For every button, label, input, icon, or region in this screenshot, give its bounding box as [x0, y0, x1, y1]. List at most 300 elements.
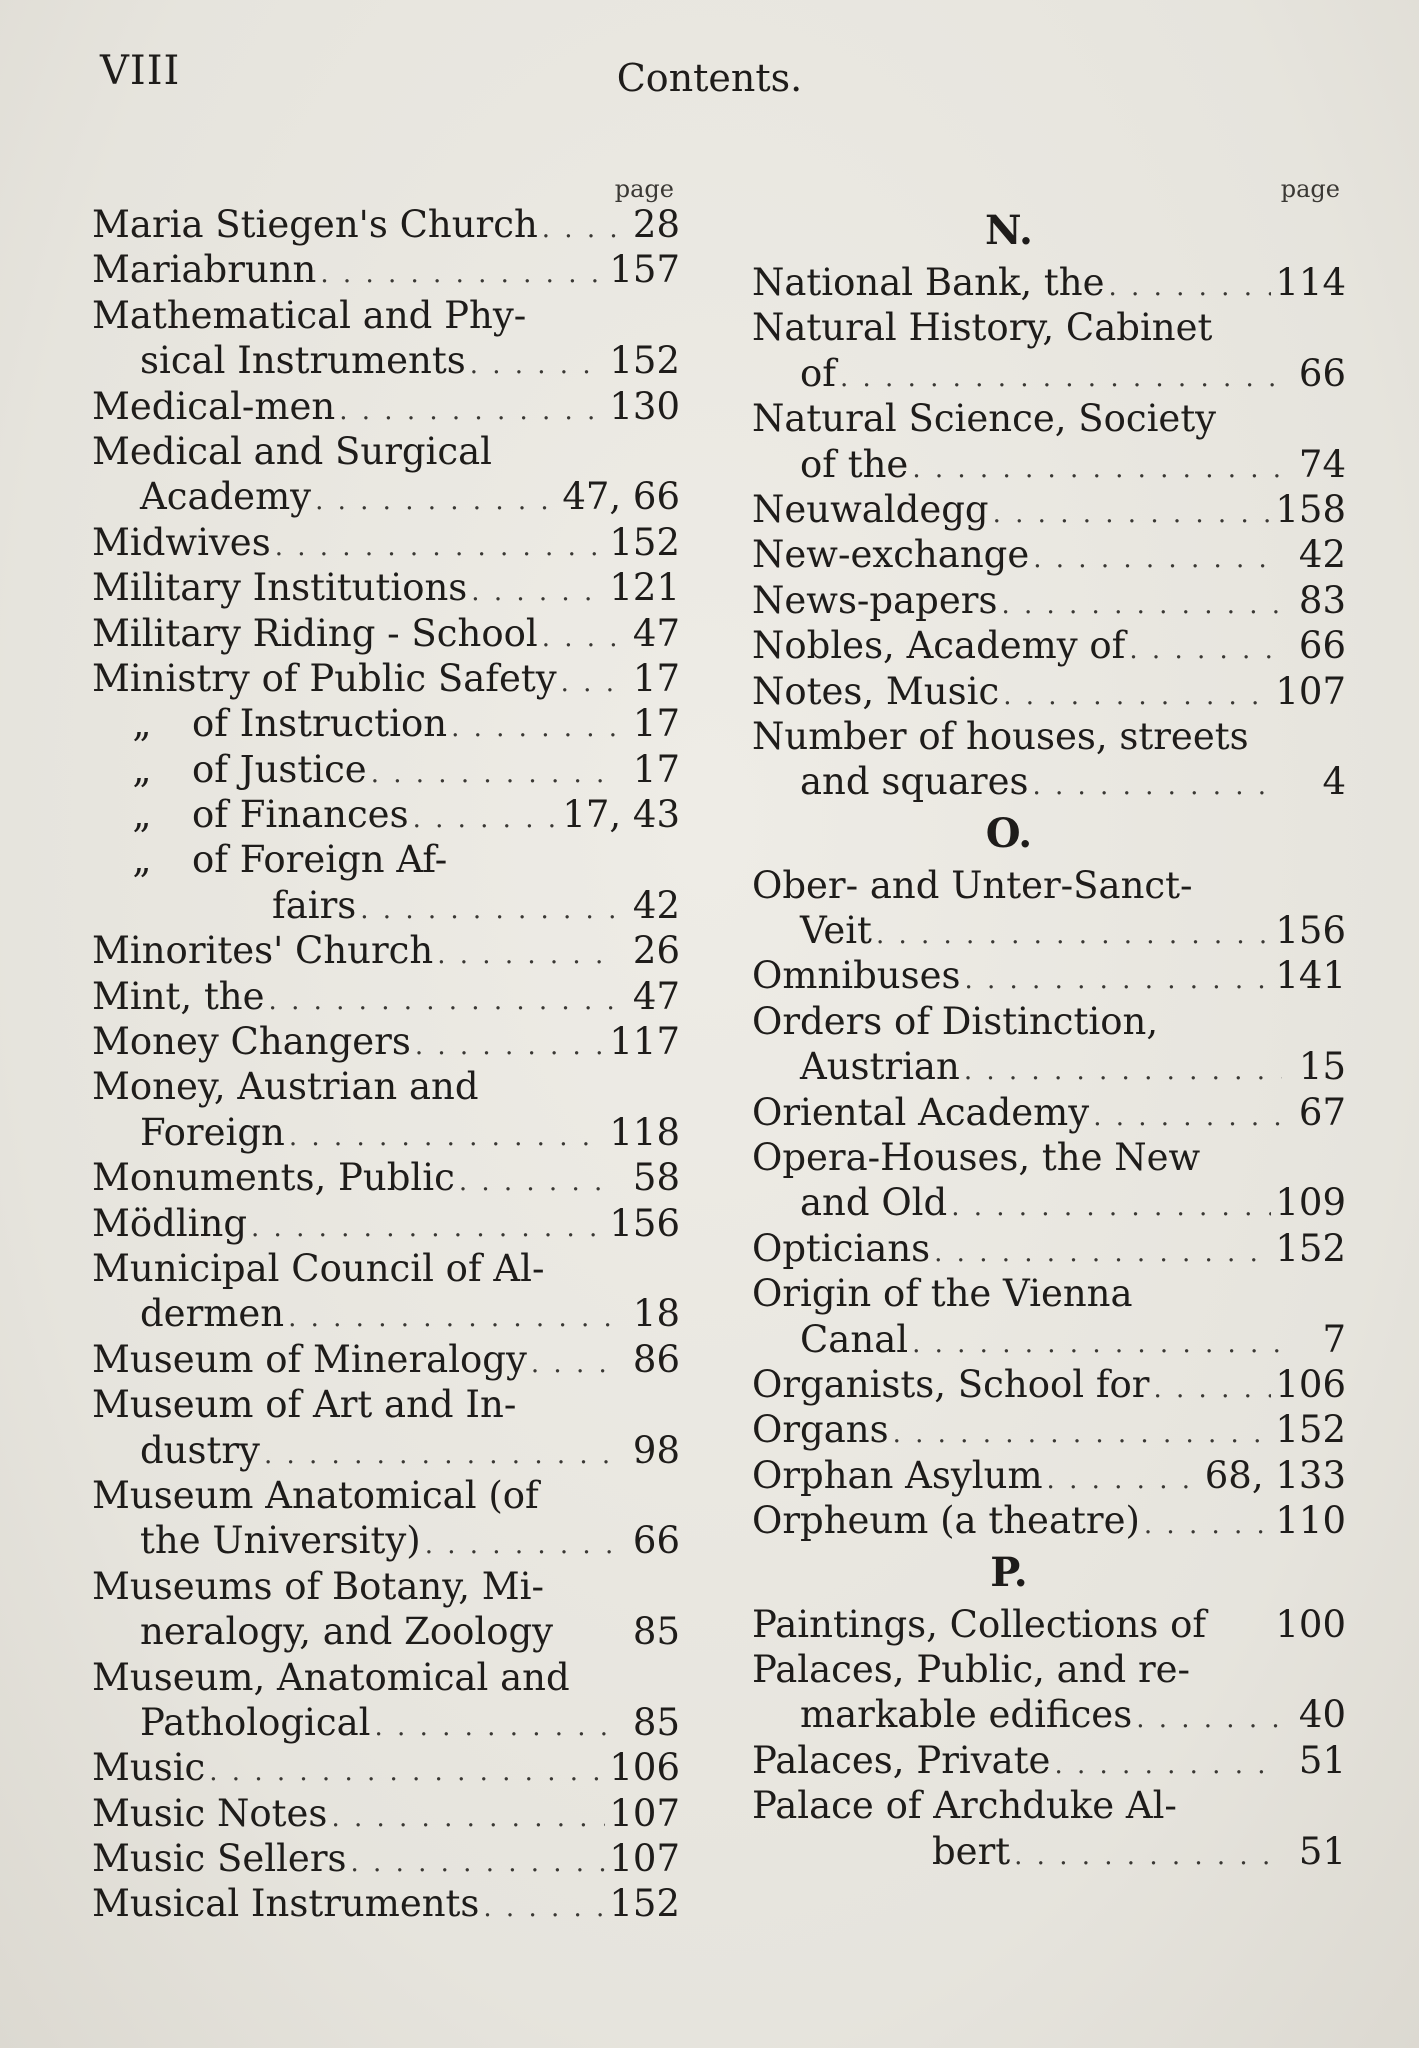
entry-label: Medical and Surgical — [92, 429, 493, 473]
entry-label: of Finances — [192, 793, 409, 837]
leader-dots — [320, 252, 605, 297]
entry-label: Pathological — [140, 1700, 371, 1744]
entry-label: Museum Anatomical (of — [92, 1473, 539, 1517]
page-number: 26 — [632, 929, 680, 973]
page-number: 152 — [609, 339, 680, 383]
index-entry — [752, 1738, 1346, 1783]
entry-text — [92, 1110, 285, 1155]
entry-label: Mödling — [92, 1201, 248, 1245]
entry-text — [92, 338, 466, 383]
entry-text — [92, 883, 356, 928]
entry-label: Austrian — [800, 1045, 960, 1089]
entry-label: Natural Science, Society — [752, 397, 1217, 441]
entry-label: Paintings, Collections of — [752, 1602, 1207, 1646]
leader-dots — [471, 570, 605, 615]
entry-text — [752, 1317, 908, 1362]
entry-label: Orpheum (a theatre) — [752, 1499, 1140, 1543]
entry-label: National Bank, the — [752, 261, 1105, 304]
entry-label: Museum, Anatomical and — [92, 1655, 570, 1699]
section-letter: O. — [985, 809, 1033, 857]
index-entry — [752, 1783, 1346, 1828]
page-number: 74 — [1298, 442, 1346, 486]
index-entry — [92, 384, 680, 429]
page-number: 47 — [632, 611, 680, 655]
page-number: 85 — [632, 1700, 680, 1744]
leader-dots — [1136, 1697, 1282, 1742]
leader-dots — [964, 1049, 1282, 1094]
ditto-mark: „ — [132, 838, 152, 882]
index-entry — [92, 1564, 680, 1609]
entry-text — [752, 1453, 1043, 1498]
page-number: 152 — [1275, 1226, 1346, 1270]
index-entry — [752, 1498, 1346, 1543]
entry-text — [92, 974, 265, 1019]
page-number: 158 — [1275, 487, 1346, 531]
index-entry — [92, 1019, 680, 1064]
entry-text — [92, 1836, 347, 1881]
entry-text — [752, 1271, 1133, 1316]
entry-label: Music Sellers — [92, 1837, 347, 1881]
entry-label: Opticians — [752, 1226, 931, 1270]
leader-dots — [951, 1185, 1271, 1230]
entry-text — [92, 1473, 539, 1518]
page-header — [0, 48, 1419, 108]
index-entry — [92, 1836, 680, 1881]
index-entry — [752, 1226, 1346, 1271]
index-entry — [752, 623, 1346, 668]
index-entry — [92, 1155, 680, 1200]
leader-dots — [542, 616, 616, 661]
leader-dots — [1093, 1095, 1282, 1140]
page-number: 107 — [609, 1837, 680, 1881]
index-entry — [752, 1271, 1346, 1316]
entry-text — [752, 1783, 1177, 1828]
page-number: 18 — [632, 1292, 680, 1336]
index-entry — [92, 429, 680, 474]
entry-label: fairs — [272, 883, 357, 927]
entry-text — [92, 747, 367, 792]
entry-label: Organists, School for — [752, 1362, 1150, 1406]
entry-text — [92, 247, 316, 292]
page-number: 152 — [609, 1882, 680, 1926]
entry-label: Origin of the Vienna — [752, 1272, 1133, 1316]
entry-text — [92, 701, 447, 746]
leader-dots — [1154, 1367, 1272, 1412]
page-number: 66 — [1298, 624, 1346, 668]
page-number: 7 — [1322, 1317, 1346, 1361]
index-entry — [92, 701, 680, 746]
entry-label: Omnibuses — [752, 954, 961, 998]
index-entry — [92, 1110, 680, 1155]
index-entry — [752, 578, 1346, 623]
leader-dots — [912, 447, 1282, 492]
index-entry — [752, 1044, 1346, 1089]
entry-text — [92, 1019, 411, 1064]
index-entry — [752, 1090, 1346, 1135]
entry-text — [752, 1498, 1140, 1543]
entry-text — [752, 1829, 1010, 1874]
leader-dots — [542, 207, 616, 252]
entry-text — [752, 1647, 1190, 1692]
entry-label: Canal — [800, 1317, 909, 1361]
entry-text — [92, 202, 538, 247]
index-entry — [92, 747, 680, 792]
entry-label: Neuwaldegg — [752, 487, 989, 531]
leader-dots — [531, 1342, 616, 1387]
page-number: 17 — [632, 656, 680, 700]
entry-label: Military Riding - School — [92, 611, 538, 655]
leader-dots — [1129, 628, 1282, 673]
page-number: 15 — [1298, 1045, 1346, 1089]
entry-text — [752, 669, 999, 714]
index-entry — [92, 1609, 680, 1654]
index-entry — [92, 1382, 680, 1427]
entry-text — [752, 1044, 960, 1089]
entry-label: Oriental Academy — [752, 1090, 1090, 1134]
entry-label: Foreign — [140, 1110, 285, 1154]
index-entry — [752, 863, 1346, 908]
leader-dots — [964, 958, 1271, 1003]
entry-label: Number of houses, streets — [752, 714, 1249, 758]
leader-dots — [371, 752, 616, 797]
entry-label: and squares — [800, 760, 1029, 804]
page-number: 42 — [632, 883, 680, 927]
index-entry — [92, 520, 680, 565]
entry-label: Organs — [752, 1408, 889, 1452]
page-number: 152 — [1275, 1408, 1346, 1452]
entry-label: Academy — [140, 475, 312, 519]
index-entry — [92, 1881, 680, 1926]
entry-label: Medical-men — [92, 384, 336, 428]
entry-label: Opera-Houses, the New — [752, 1136, 1201, 1180]
leader-dots — [264, 1433, 616, 1478]
entry-text — [752, 1692, 1132, 1737]
page-number: 152 — [609, 520, 680, 564]
entry-label: New-exchange — [752, 533, 1030, 577]
entry-text — [92, 474, 311, 519]
entry-label: Music Notes — [92, 1791, 328, 1835]
page-number: 121 — [609, 566, 680, 610]
index-entry — [752, 1829, 1346, 1874]
entry-text — [92, 1291, 284, 1336]
entry-text — [92, 1337, 527, 1382]
index-entry — [752, 669, 1346, 714]
leader-dots — [331, 1796, 605, 1841]
entry-label: of Justice — [192, 747, 367, 791]
entry-label: and Old — [800, 1181, 948, 1225]
index-entries-left — [92, 202, 680, 1927]
index-entry — [92, 1428, 680, 1473]
index-entry — [92, 1473, 680, 1518]
leader-dots — [483, 1886, 605, 1931]
entry-label: markable edifices — [800, 1693, 1133, 1737]
index-entry — [752, 1602, 1346, 1647]
leader-dots — [1054, 1743, 1282, 1788]
index-entry — [752, 260, 1346, 305]
section-letter: N. — [985, 207, 1033, 254]
page-number: 106 — [1275, 1362, 1346, 1406]
index-entry — [92, 293, 680, 338]
page-number: 130 — [609, 384, 680, 428]
entry-text — [92, 1791, 327, 1836]
index-column-left — [92, 176, 680, 1927]
entry-label: Music — [92, 1746, 206, 1790]
entry-label: Midwives — [92, 520, 271, 564]
entry-label: neralogy, and Zoology — [140, 1610, 554, 1654]
entry-text — [752, 1135, 1200, 1180]
entry-text — [92, 1564, 544, 1609]
entry-label: Veit — [800, 909, 872, 953]
page-number: 109 — [1275, 1181, 1346, 1225]
index-entry — [92, 1201, 680, 1246]
leader-dots — [876, 913, 1271, 958]
entry-text — [92, 1518, 421, 1563]
entry-text — [752, 908, 872, 953]
entry-text — [92, 565, 467, 610]
leader-dots — [840, 356, 1282, 401]
leader-dots — [415, 1024, 606, 1069]
leader-dots — [1014, 1834, 1282, 1879]
page-number: 98 — [632, 1428, 680, 1472]
page-number: 156 — [609, 1201, 680, 1245]
leader-dots — [1033, 537, 1282, 582]
entry-text — [752, 1407, 889, 1452]
page-number: 4 — [1322, 760, 1346, 804]
entry-label: of the — [800, 442, 909, 486]
leader-dots — [315, 479, 558, 524]
leader-dots — [1109, 265, 1272, 310]
entry-text — [92, 520, 271, 565]
index-column-right — [752, 176, 1346, 1874]
leader-dots — [413, 797, 559, 842]
leader-dots — [1001, 583, 1282, 628]
leader-dots — [470, 343, 606, 388]
entry-text — [92, 928, 433, 973]
page-number: 141 — [1275, 954, 1346, 998]
index-entry — [752, 442, 1346, 487]
entry-text — [92, 1246, 544, 1291]
entry-label: Mint, the — [92, 974, 265, 1018]
entry-text — [752, 442, 908, 487]
ditto-mark: „ — [132, 747, 152, 791]
entry-text — [92, 1201, 247, 1246]
entry-text — [752, 1180, 947, 1225]
page-number: 83 — [1298, 578, 1346, 622]
entry-text — [752, 578, 997, 623]
entry-text — [92, 1155, 455, 1200]
leader-dots — [459, 1160, 616, 1205]
entry-label: Museums of Botany, Mi- — [92, 1564, 544, 1608]
page-number: 107 — [1275, 669, 1346, 713]
index-entry — [752, 999, 1346, 1044]
entry-label: of Foreign Af- — [192, 838, 448, 882]
page-number: 28 — [632, 203, 680, 246]
entry-label: Money, Austrian and — [92, 1065, 479, 1109]
entry-label: Palaces, Private — [752, 1738, 1051, 1782]
entry-text — [92, 293, 526, 338]
index-entry — [92, 338, 680, 383]
entry-text — [92, 1700, 371, 1745]
index-entry — [752, 1180, 1346, 1225]
page-number: 85 — [632, 1610, 680, 1654]
index-entry — [92, 837, 680, 882]
index-entry — [92, 1655, 680, 1700]
page-number: 40 — [1298, 1693, 1346, 1737]
index-entry — [92, 883, 680, 928]
leader-dots — [437, 933, 616, 978]
section-letter: P. — [990, 1548, 1028, 1596]
entry-label: Ober- and Unter-Sanct- — [752, 863, 1193, 907]
page-number: 110 — [1275, 1499, 1346, 1543]
index-entry — [752, 1453, 1346, 1498]
entry-text — [92, 1881, 479, 1926]
leader-dots — [1032, 764, 1282, 809]
index-entry — [92, 1246, 680, 1291]
page-number: 66 — [1298, 351, 1346, 395]
leader-dots — [375, 1705, 616, 1750]
leader-dots — [275, 525, 606, 570]
page-number: 47, 66 — [562, 475, 680, 519]
entry-text — [92, 837, 447, 882]
entry-text — [92, 1609, 553, 1654]
entry-text — [92, 429, 492, 474]
entry-text — [752, 1602, 1206, 1647]
index-entry — [752, 714, 1346, 759]
leader-dots — [351, 1841, 606, 1886]
page-number: 17 — [632, 747, 680, 791]
leader-dots — [893, 1412, 1272, 1457]
index-entry — [92, 1518, 680, 1563]
index-entry — [92, 565, 680, 610]
entry-label: Notes, Music — [752, 669, 1000, 713]
leader-dots — [1003, 674, 1271, 719]
index-entry — [752, 953, 1346, 998]
entry-label: dustry — [140, 1428, 260, 1472]
index-entry — [752, 305, 1346, 350]
ditto-mark: „ — [132, 793, 152, 837]
page-number: 47 — [632, 974, 680, 1018]
entry-label: Money Changers — [92, 1020, 411, 1064]
entry-label: of — [800, 351, 836, 395]
page-number: 17 — [632, 702, 680, 746]
entry-label: sical Instruments — [140, 339, 466, 383]
page-number: 66 — [632, 1519, 680, 1563]
entry-text — [92, 656, 557, 701]
entry-text — [752, 1738, 1050, 1783]
page-number: 17, 43 — [562, 793, 680, 837]
entry-text — [752, 953, 960, 998]
entry-text — [752, 260, 1105, 305]
entry-text — [92, 1428, 260, 1473]
leader-dots — [1047, 1458, 1201, 1503]
leader-dots — [1144, 1503, 1271, 1548]
index-entry — [752, 1647, 1346, 1692]
entry-label: bert — [932, 1829, 1011, 1873]
page-number: 100 — [1275, 1602, 1346, 1646]
page-number: 114 — [1275, 261, 1346, 304]
page-number: 58 — [632, 1156, 680, 1200]
leader-dots — [934, 1231, 1271, 1276]
page-column-label: page — [1280, 175, 1340, 203]
entry-text — [752, 351, 836, 396]
entry-label: Palaces, Public, and re- — [752, 1647, 1191, 1691]
leader-dots — [269, 979, 616, 1024]
index-entry — [752, 351, 1346, 396]
entry-label: Palace of Archduke Al- — [752, 1784, 1177, 1828]
entry-label: dermen — [140, 1292, 285, 1336]
page-number: 157 — [609, 248, 680, 292]
entry-text — [752, 305, 1212, 350]
index-entry — [92, 1745, 680, 1790]
index-entry — [752, 1362, 1346, 1407]
index-entry — [92, 792, 680, 837]
entry-label: Monuments, Public — [92, 1156, 455, 1200]
entry-label: Museum of Mineralogy — [92, 1337, 527, 1381]
page-number: 117 — [609, 1020, 680, 1064]
page-number: 67 — [1298, 1090, 1346, 1134]
index-entry — [752, 1407, 1346, 1452]
leader-dots — [339, 389, 605, 434]
index-entry — [92, 974, 680, 1019]
running-title: Contents. — [616, 56, 803, 100]
entry-text — [752, 396, 1216, 441]
leader-dots — [360, 888, 616, 933]
leader-dots — [561, 661, 616, 706]
entry-label: Minorites' Church — [92, 929, 434, 973]
index-entry — [92, 611, 680, 656]
entry-label: Mariabrunn — [92, 248, 317, 292]
index-entry — [752, 396, 1346, 441]
entry-text — [92, 1655, 570, 1700]
entry-text — [752, 623, 1125, 668]
entry-text — [92, 1382, 516, 1427]
entry-text — [752, 863, 1193, 908]
leader-dots — [288, 1296, 616, 1341]
entry-text — [752, 1362, 1150, 1407]
index-entry — [92, 928, 680, 973]
leader-dots — [289, 1115, 606, 1160]
index-entry — [752, 1317, 1346, 1362]
entry-text — [752, 1090, 1089, 1135]
page-number: 86 — [632, 1337, 680, 1381]
ditto-mark: „ — [132, 702, 152, 746]
entry-text — [752, 532, 1029, 577]
entry-text — [752, 1226, 930, 1271]
index-entry — [92, 474, 680, 519]
entry-label: Natural History, Cabinet — [752, 306, 1213, 350]
entry-text — [92, 384, 335, 429]
index-entry — [752, 759, 1346, 804]
entry-label: Ministry of Public Safety — [92, 656, 557, 700]
leader-dots — [425, 1523, 616, 1568]
page-folio: VIII — [100, 48, 181, 94]
entry-text — [752, 759, 1028, 804]
page-number: 42 — [1298, 533, 1346, 577]
index-entry — [92, 1700, 680, 1745]
page-number: 68, 133 — [1204, 1453, 1346, 1497]
index-entry — [92, 1791, 680, 1836]
entry-label: the University) — [140, 1519, 421, 1563]
entry-label: Mathematical and Phy- — [92, 293, 527, 337]
entry-label: Maria Stiegen's Church — [92, 203, 538, 246]
page-number: 118 — [609, 1110, 680, 1154]
index-sections-right — [752, 202, 1346, 1874]
page-number: 156 — [1275, 909, 1346, 953]
index-entry — [752, 1135, 1346, 1180]
entry-text — [92, 611, 538, 656]
entry-text — [92, 1745, 205, 1790]
leader-dots — [912, 1322, 1282, 1367]
